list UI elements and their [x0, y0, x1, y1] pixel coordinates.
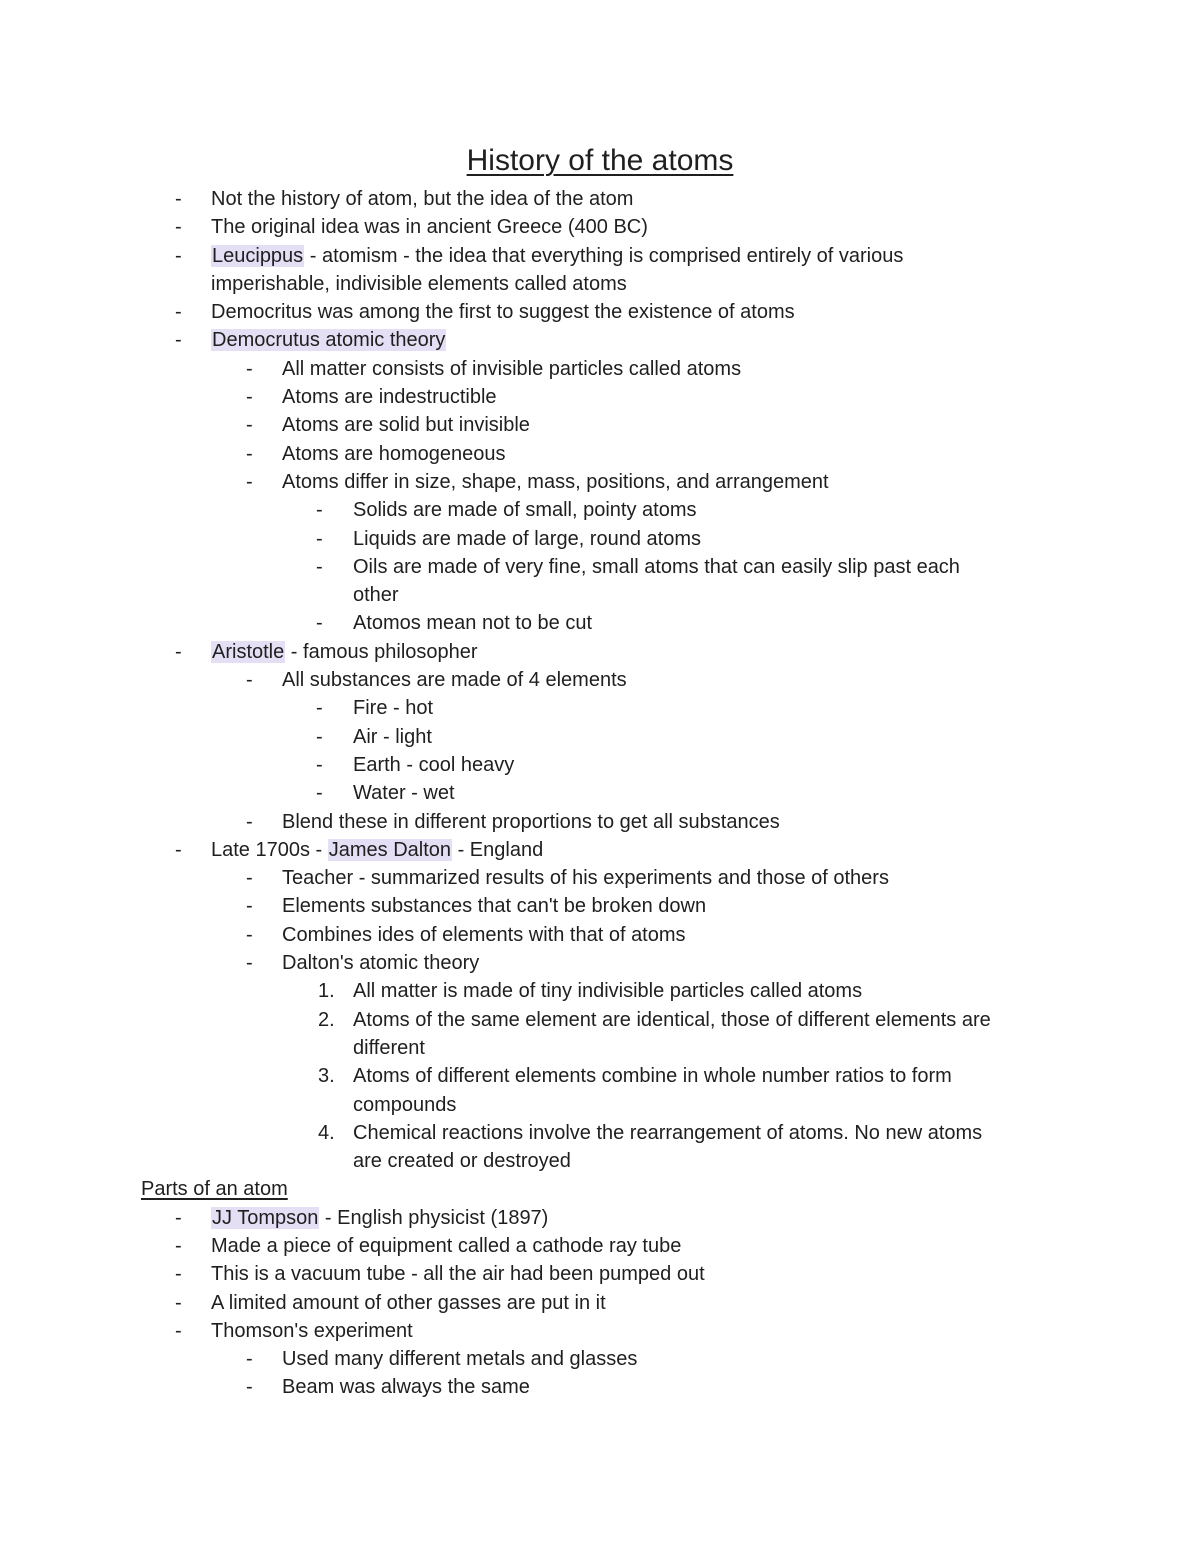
bullet-dash: - [175, 1234, 182, 1257]
bullet-dash: - [175, 329, 182, 352]
list-item: - Made a piece of equipment called a cathode ray tube [0, 1232, 1200, 1260]
bullet-dash: - [246, 810, 253, 833]
list-item: - Used many different metals and glasses [0, 1345, 1200, 1373]
numbered-item-continuation: compounds [353, 1093, 457, 1116]
numbered-item-continuation: are created or destroyed [353, 1150, 571, 1173]
list-item: - Atomos mean not to be cut [0, 609, 1200, 637]
notes-content [0, 185, 1200, 1402]
bullet-dash: - [175, 188, 182, 210]
bullet-dash: - [175, 216, 182, 239]
list-item: - Fire - hot [0, 694, 1200, 722]
bullet-dash: - [175, 838, 182, 861]
bullet-dash: - [316, 555, 323, 578]
highlighted-term: JJ Tompson [212, 1206, 319, 1229]
highlighted-term: James Dalton [328, 838, 452, 861]
list-item: - Water - wet [0, 779, 1200, 807]
bullet-dash: - [175, 1263, 182, 1286]
list-item: - Combines ides of elements with that of atoms [0, 921, 1200, 949]
list-number: 4. [318, 1121, 335, 1144]
bullet-dash: - [246, 1348, 253, 1371]
list-item: - Not the history of atom, but the idea of the atom [0, 185, 1200, 213]
list-item: - Leucippus - atomism - the idea that everything is comprised entirely of various [0, 242, 1200, 270]
bullet-dash: - [316, 612, 323, 635]
list-number: 3. [318, 1065, 335, 1088]
numbered-item: 3. Atoms of different elements combine in whole number ratios to form [0, 1062, 1200, 1090]
section-heading [0, 1175, 1200, 1203]
bullet-dash: - [246, 357, 253, 380]
list-item: - Atoms differ in size, shape, mass, positions, and arrangement [0, 468, 1200, 496]
list-item: - Atoms are indestructible [0, 383, 1200, 411]
bullet-dash: - [246, 442, 253, 465]
list-item: - Oils are made of very fine, small atoms that can easily slip past each [0, 553, 1200, 581]
highlighted-term: Democrutus atomic theory [212, 329, 446, 352]
list-item: - Thomson's experiment [0, 1317, 1200, 1345]
list-item: - Teacher - summarized results of his experiments and those of others [0, 864, 1200, 892]
list-item: - Liquids are made of large, round atoms [0, 525, 1200, 553]
bullet-dash: - [246, 386, 253, 409]
list-number: 2. [318, 1008, 335, 1031]
list-item: - Earth - cool heavy [0, 751, 1200, 779]
bullet-dash: - [246, 470, 253, 493]
bullet-dash: - [175, 640, 182, 663]
bullet-dash: - [175, 244, 182, 267]
bullet-dash: - [175, 1291, 182, 1314]
list-item: - Aristotle - famous philosopher [0, 638, 1200, 666]
list-item-continuation: imperishable, indivisible elements called atoms [211, 272, 627, 295]
list-item: - Late 1700s - James Dalton - England [0, 836, 1200, 864]
bullet-dash: - [316, 697, 323, 720]
page-title: History of the atoms [466, 144, 734, 177]
numbered-item: 4. Chemical reactions involve the rearrangement of atoms. No new atoms [0, 1119, 1200, 1147]
bullet-dash: - [316, 725, 323, 748]
list-number: 1. [318, 980, 335, 1003]
bullet-dash: - [246, 952, 253, 975]
list-item: - Dalton's atomic theory [0, 949, 1200, 977]
bullet-dash: - [246, 1376, 253, 1399]
list-item: - All substances are made of 4 elements [0, 666, 1200, 694]
list-item: - Atoms are homogeneous [0, 440, 1200, 468]
highlighted-term: Leucippus [212, 244, 304, 267]
bullet-dash: - [316, 782, 323, 805]
list-item: - Beam was always the same [0, 1373, 1200, 1401]
list-item: - Solids are made of small, pointy atoms [0, 496, 1200, 524]
bullet-dash: - [246, 414, 253, 437]
bullet-dash: - [175, 1319, 182, 1342]
list-item: - Democritus was among the first to suggest the existence of atoms [0, 298, 1200, 326]
list-item: - A limited amount of other gasses are put in it [0, 1289, 1200, 1317]
list-item: - Atoms are solid but invisible [0, 411, 1200, 439]
bullet-dash: - [175, 301, 182, 324]
bullet-dash: - [175, 1206, 182, 1229]
numbered-item: 1. All matter is made of tiny indivisible particles called atoms [0, 977, 1200, 1005]
list-item [0, 326, 1200, 354]
bullet-dash: - [246, 669, 253, 692]
numbered-item-continuation: different [353, 1036, 425, 1059]
numbered-item: 2. Atoms of the same element are identical, those of different elements are [0, 1006, 1200, 1034]
list-item: - Elements substances that can't be broken down [0, 892, 1200, 920]
bullet-dash: - [316, 499, 323, 522]
section-heading-text: Parts of an atom [141, 1178, 288, 1201]
list-item: - This is a vacuum tube - all the air had been pumped out [0, 1260, 1200, 1288]
list-item: - Air - light [0, 723, 1200, 751]
bullet-dash: - [316, 753, 323, 776]
bullet-dash: - [316, 527, 323, 550]
highlighted-term: Aristotle [212, 640, 285, 663]
list-item: - JJ Tompson - English physicist (1897) [0, 1204, 1200, 1232]
bullet-dash: - [246, 867, 253, 890]
list-item: - The original idea was in ancient Greece (400 BC) [0, 213, 1200, 241]
list-item: - All matter consists of invisible particles called atoms [0, 355, 1200, 383]
bullet-dash: - [246, 923, 253, 946]
list-item-continuation: other [353, 584, 399, 607]
bullet-dash: - [246, 895, 253, 918]
list-item: - Blend these in different proportions to get all substances [0, 808, 1200, 836]
